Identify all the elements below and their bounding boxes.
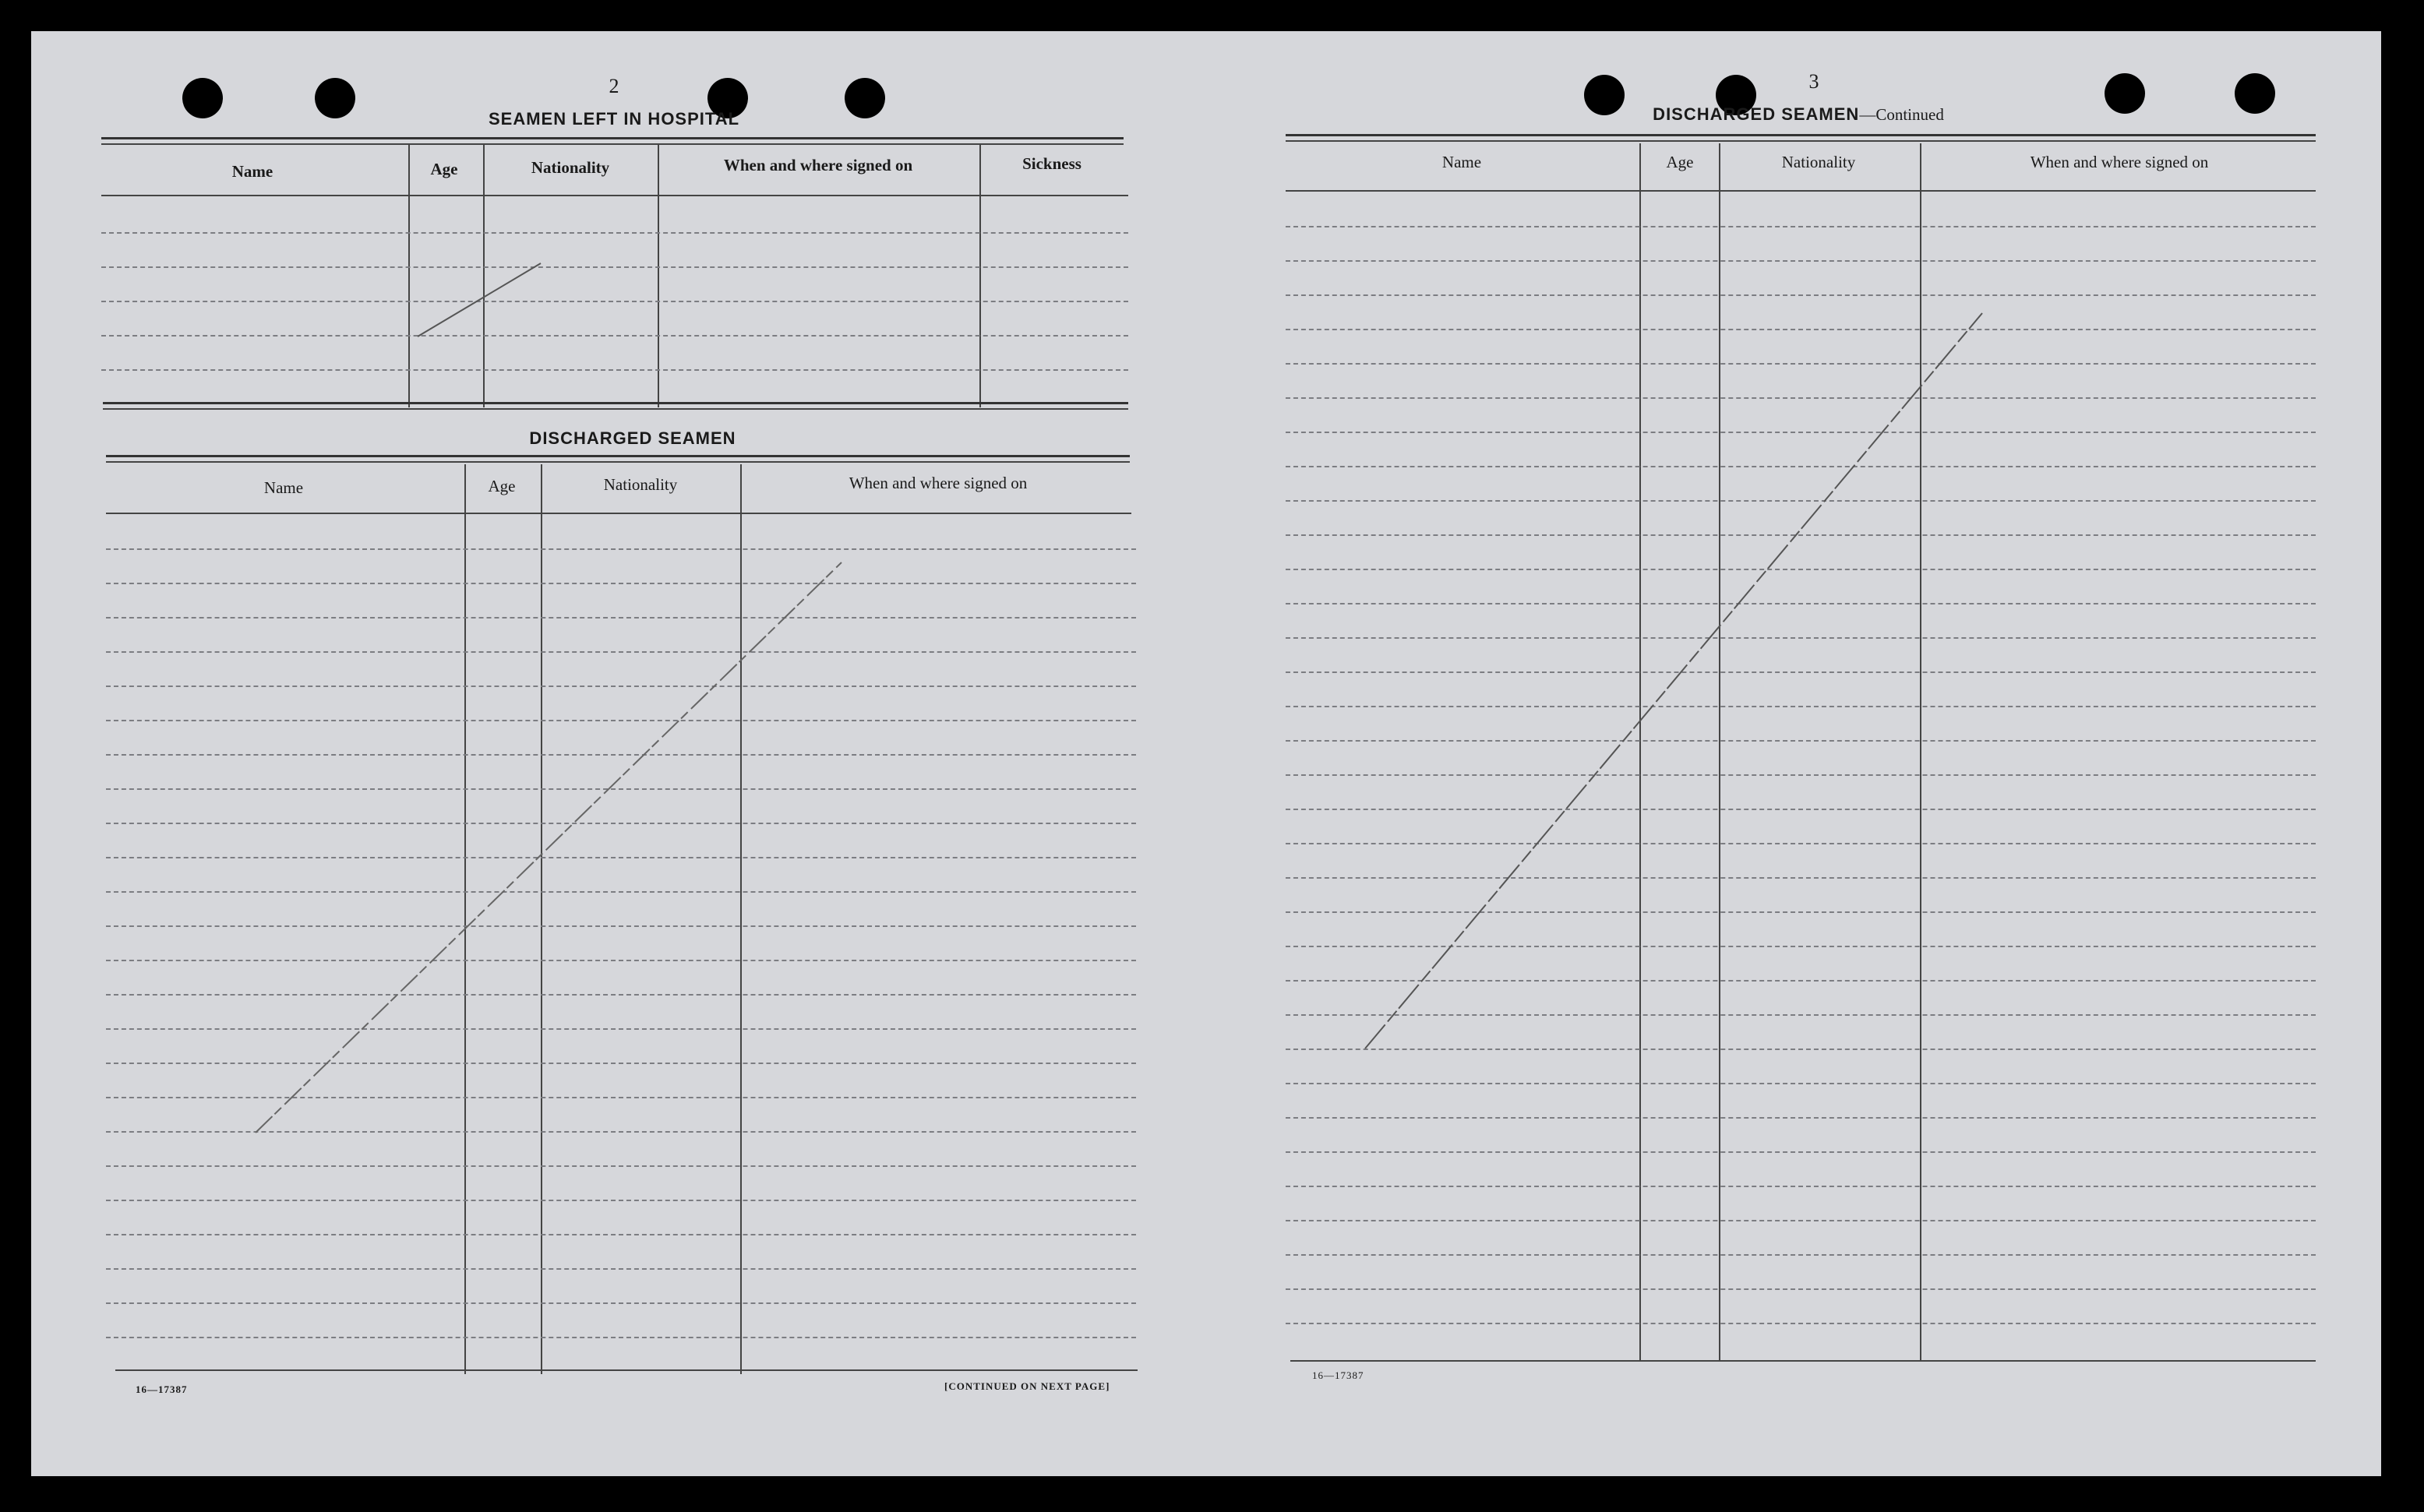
column-header-name: Name	[231, 162, 273, 181]
column-header-when-where: When and where signed on	[849, 474, 1028, 492]
cancel-stroke	[1365, 313, 1982, 1049]
section-title-suffix: —Continued	[1859, 105, 1944, 124]
column-header-age: Age	[1666, 153, 1694, 171]
column-header-sickness: Sickness	[1022, 154, 1081, 173]
cancel-stroke	[256, 562, 842, 1133]
column-header-nationality: Nationality	[531, 158, 610, 177]
section-title-text: DISCHARGED SEAMEN	[1653, 104, 1860, 124]
column-header-age: Age	[488, 477, 516, 495]
column-header-nationality: Nationality	[1781, 153, 1856, 171]
cancel-stroke	[418, 263, 541, 337]
form-number: 16—17387	[136, 1383, 188, 1395]
section-title-discharged: DISCHARGED SEAMEN	[529, 428, 736, 448]
page-number: 3	[1808, 70, 1819, 93]
column-header-when-where: When and where signed on	[2030, 153, 2209, 171]
page-number: 2	[609, 75, 619, 97]
section-title-hospital: SEAMEN LEFT IN HOSPITAL	[488, 109, 740, 129]
form-number: 16—17387	[1312, 1369, 1364, 1381]
column-header-when-where: When and where signed on	[723, 156, 913, 174]
column-header-name: Name	[263, 478, 304, 497]
column-header-age: Age	[430, 160, 458, 178]
column-header-name: Name	[1441, 153, 1482, 171]
column-header-nationality: Nationality	[603, 475, 678, 494]
continued-note: [CONTINUED ON NEXT PAGE]	[944, 1380, 1110, 1392]
